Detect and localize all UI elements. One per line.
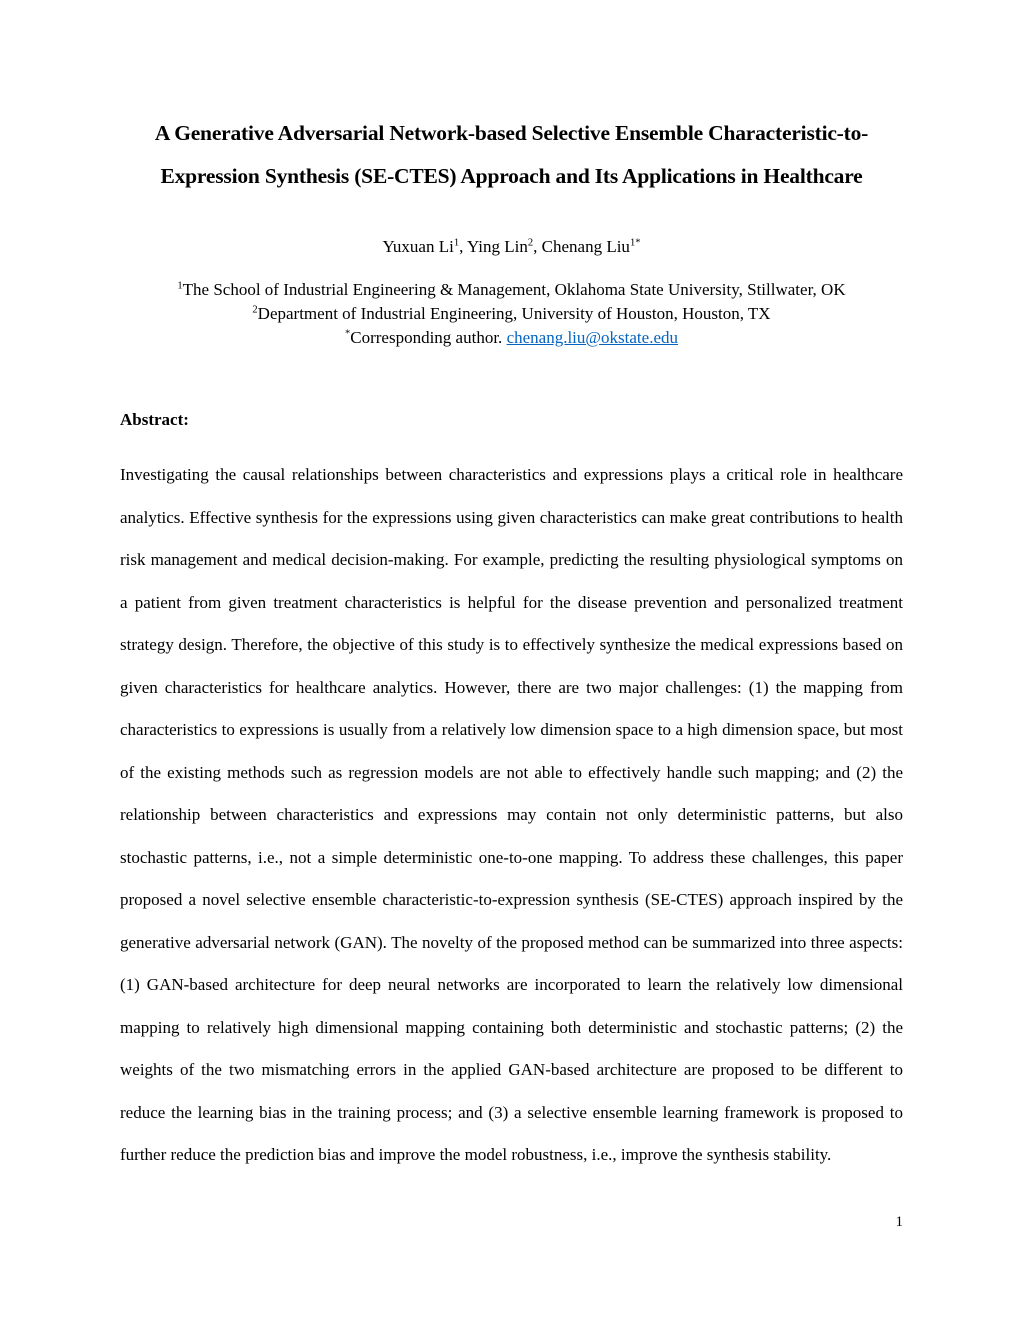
author-separator: , <box>533 237 542 256</box>
affiliation-text: The School of Industrial Engineering & Management, Oklahoma State University, Stillwater, OK <box>182 280 846 299</box>
corresponding-email-link[interactable]: chenang.liu@okstate.edu <box>506 328 678 347</box>
corresponding-marker: * <box>345 328 351 340</box>
author-affiliation-marker: 2 <box>527 237 534 249</box>
affiliation-marker: 1 <box>177 280 183 292</box>
paper-title-line-1: A Generative Adversarial Network-based Selective Ensemble Characteristic-to- <box>154 121 869 145</box>
paper-title-line-2: Expression Synthesis (SE-CTES) Approach and Its Applications in Healthcare <box>160 164 863 188</box>
author-list <box>120 234 903 260</box>
affiliation-line-2 <box>120 302 903 326</box>
page-content <box>120 0 903 1177</box>
paper-title <box>120 112 903 198</box>
abstract-heading: Abstract: <box>120 410 189 429</box>
affiliation-line-1 <box>120 278 903 302</box>
corresponding-author-line <box>120 326 903 350</box>
author-name: Ying Lin <box>466 237 528 256</box>
author-name: Chenang Liu <box>541 237 630 256</box>
abstract-body: Investigating the causal relationships between characteristics and expressions plays a critical role in healthcare analytics. Effective synthesis for the expressions using given characteristics can make great contributions to health risk management and medical decision-making. For example, predicting the resulting physiological symptoms on a patient from given treatment characteristics is helpful for the disease prevention and personalized treatment strategy design. Therefore, the objective of this study is to effectively synthesize the medical expressions based on given characteristics for healthcare analytics. However, there are two major challenges: (1) the mapping from characteristics to expressions is usually from a relatively low dimension space to a high dimension space, but most of the existing methods such as regression models are not able to effectively handle such mapping; and (2) the relationship between characteristics and expressions may contain not only deterministic patterns, but also stochastic patterns, i.e., not a simple deterministic one-to-one mapping. To address these challenges, this paper proposed a novel selective ensemble characteristic-to-expression synthesis (SE-CTES) approach inspired by the generative adversarial network (GAN). The novelty of the proposed method can be summarized into three aspects: (1) GAN-based architecture for deep neural networks are incorporated to learn the relatively low dimensional mapping to relatively high dimensional mapping containing both deterministic and stochastic patterns; (2) the weights of the two mismatching errors in the applied GAN-based architecture are proposed to be different to reduce the learning bias in the training process; and (3) a selective ensemble learning framework is proposed to further reduce the prediction bias and improve the model robustness, i.e., improve the synthesis stability. <box>120 465 903 1164</box>
affiliation-marker: 2 <box>252 304 258 316</box>
author-affiliation-marker: 1* <box>629 237 641 249</box>
author-name: Yuxuan Li <box>382 237 454 256</box>
page-number: 1 <box>895 1214 903 1230</box>
author-affiliation-marker: 1 <box>453 237 460 249</box>
affiliation-block <box>120 278 903 350</box>
corresponding-label: Corresponding author. <box>350 328 507 347</box>
author-separator: , <box>459 237 467 256</box>
affiliation-text: Department of Industrial Engineering, University of Houston, Houston, TX <box>257 304 771 323</box>
